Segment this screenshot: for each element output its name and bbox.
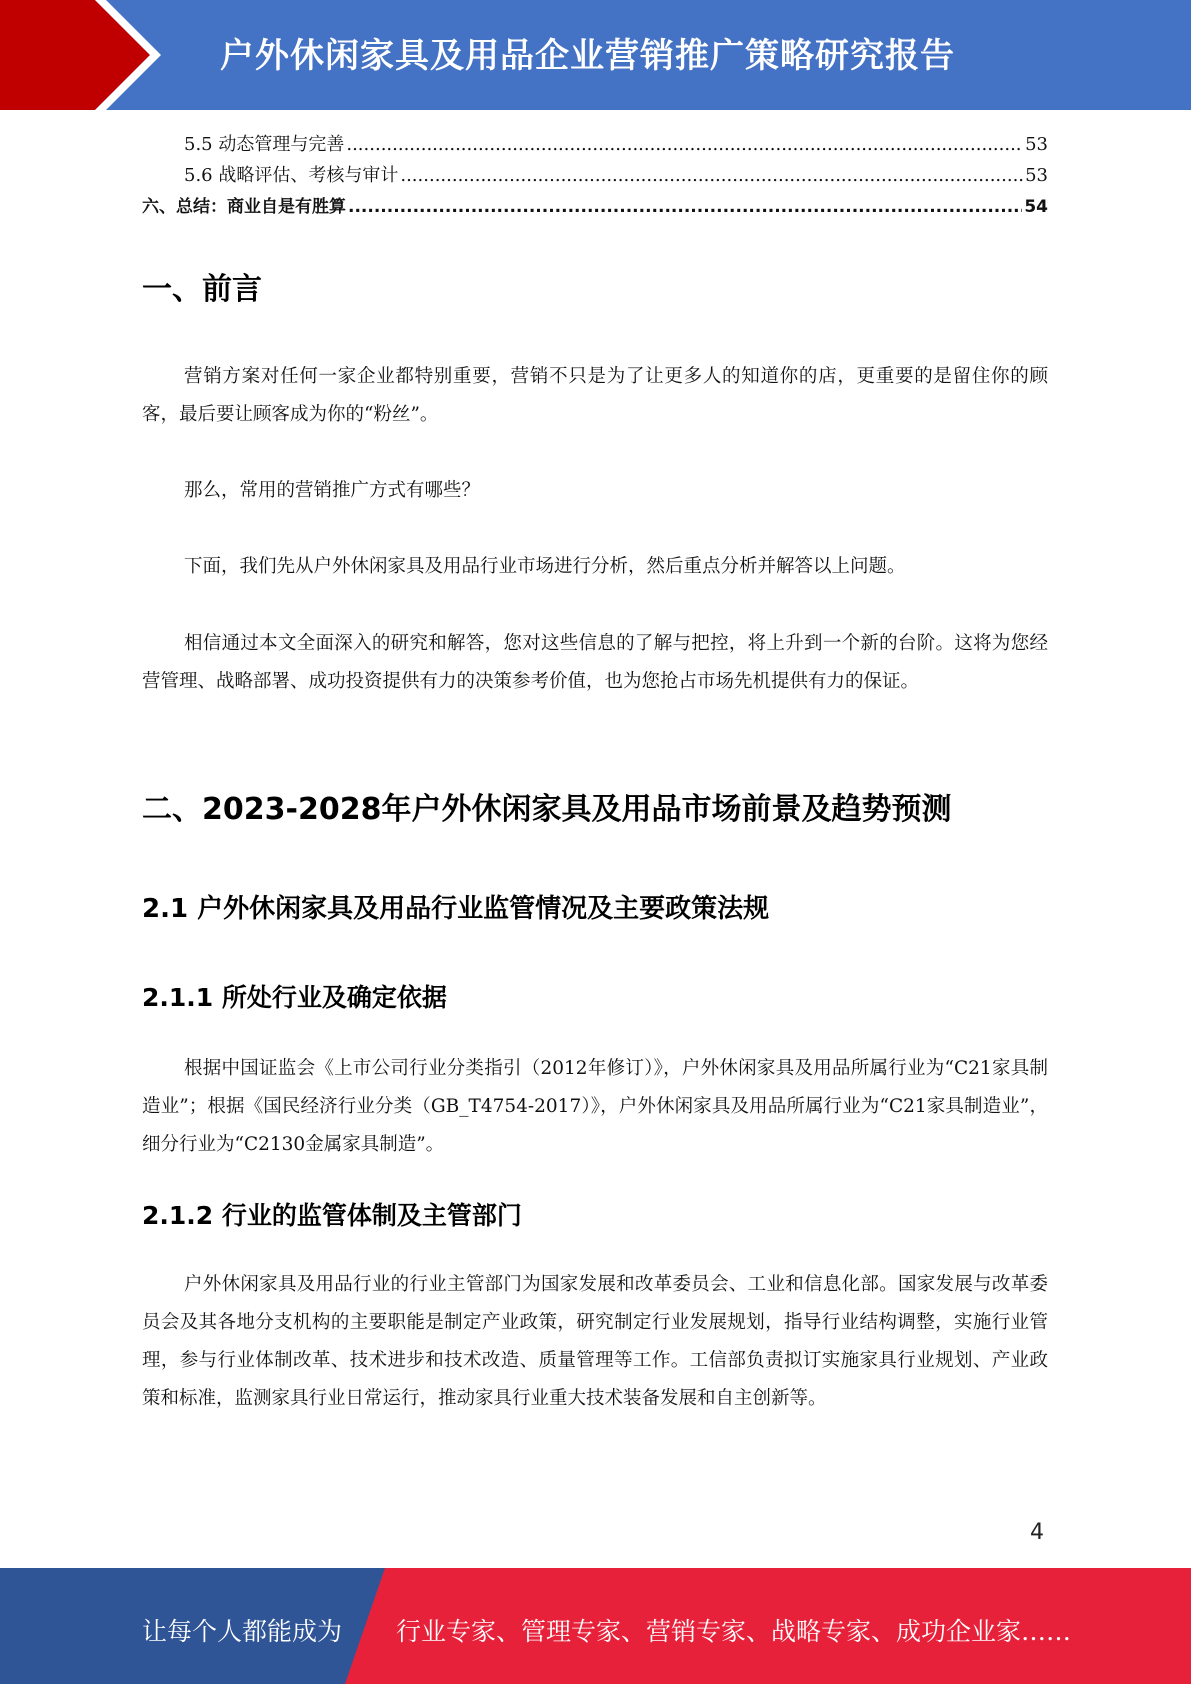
toc-entry-page: 54 — [1024, 197, 1048, 217]
toc-entry[interactable] — [142, 192, 1048, 223]
section-2-1-heading: 2.1 户外休闲家具及用品行业监管情况及主要政策法规 — [142, 894, 770, 924]
preface-paragraph-4: 相信通过本文全面深入的研究和解答，您对这些信息的了解与把控，将上升到一个新的台阶。这将为您经营管理、战略部署、成功投资提供有力的决策参考价值，也为您抢占市场先机提供有力的保证。 — [142, 633, 1048, 692]
toc-leader-dots — [348, 197, 1022, 217]
toc-entry-page: 53 — [1025, 165, 1048, 186]
toc-entry[interactable] — [142, 130, 1048, 161]
toc-entry-page: 53 — [1025, 134, 1048, 155]
toc-leader-dots — [400, 165, 1023, 186]
footer-slogan-left: 让每个人都能成为 — [142, 1617, 343, 1646]
section-2-1-1-paragraph: 根据中国证监会《上市公司行业分类指引（2012年修订）》，户外休闲家具及用品所属行业为“C21家具制造业”；根据《国民经济行业分类（GB_T4754-2017）》，户外休闲家具及用品所属行业为“C21家具制造业”，细分行业为“C2130金属家具制造”。 — [142, 1058, 1048, 1155]
preface-paragraph-1: 营销方案对任何一家企业都特别重要，营销不只是为了让更多人的知道你的店，更重要的是留住你的顾客，最后要让顾客成为你的“粉丝”。 — [142, 366, 1048, 425]
footer-slogan-right: 行业专家、管理专家、营销专家、战略专家、成功企业家…… — [396, 1617, 1072, 1646]
table-of-contents — [142, 130, 1048, 223]
toc-entry-label: 5.5 动态管理与完善 — [184, 134, 345, 155]
toc-leader-dots — [346, 134, 1023, 155]
toc-entry[interactable] — [142, 161, 1048, 192]
page-footer — [0, 1568, 1191, 1684]
section-2-1-2-heading: 2.1.2 行业的监管体制及主管部门 — [142, 1201, 522, 1230]
preface-paragraph-3: 下面，我们先从户外休闲家具及用品行业市场进行分析，然后重点分析并解答以上问题。 — [184, 556, 906, 577]
chapter-2-heading: 二、2023-2028年户外休闲家具及用品市场前景及趋势预测 — [142, 792, 952, 827]
page-number: 4 — [1030, 1520, 1044, 1545]
report-title: 户外休闲家具及用品企业营销推广策略研究报告 — [220, 36, 955, 76]
toc-entry-label: 六、总结：商业自是有胜算 — [142, 197, 346, 217]
preface-heading: 一、前言 — [142, 272, 262, 307]
toc-entry-label: 5.6 战略评估、考核与审计 — [184, 165, 399, 186]
section-2-1-2-paragraph: 户外休闲家具及用品行业的行业主管部门为国家发展和改革委员会、工业和信息化部。国家发展与改革委员会及其各地分支机构的主要职能是制定产业政策，研究制定行业发展规划，指导行业结构调整，实施行业管理，参与行业体制改革、技术进步和技术改造、质量管理等工作。工信部负责拟订实施家具行业规划、产业政策和标准，监测家具行业日常运行，推动家具行业重大技术装备发展和自主创新等。 — [142, 1274, 1048, 1409]
page-header — [0, 0, 1191, 110]
section-2-1-1-heading: 2.1.1 所处行业及确定依据 — [142, 983, 447, 1012]
preface-paragraph-2: 那么，常用的营销推广方式有哪些？ — [184, 480, 481, 501]
